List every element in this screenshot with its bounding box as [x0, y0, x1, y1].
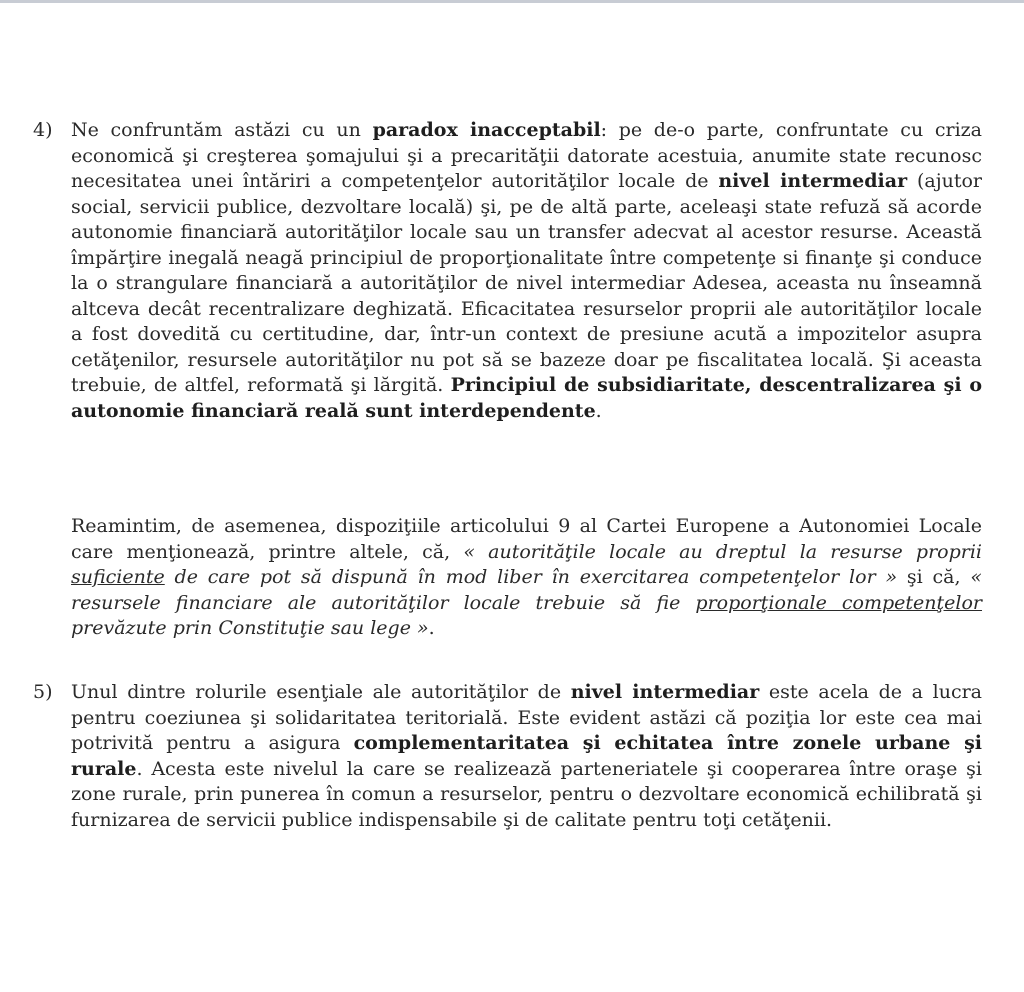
- quote-segment: « autorităţile locale au dreptul la resurse proprii: [463, 540, 982, 563]
- text-segment: este acela de a lucra pentru coeziunea şi solidaritatea teritorială. Este evident astăzi că poziţia lor este cea mai potrivită pentru a asigura: [71, 681, 982, 754]
- text-segment: Unul dintre rolurile esenţiale ale autorităţilor de: [71, 681, 571, 703]
- text-segment: (ajutor social, servicii publice, dezvoltare locală) şi, pe de altă parte, aceleaşi state refuză să acorde autonomie financiară autorităţilor locale sau un transfer adecvat al acestor resurse. Această împărţire inegală neagă principiul de proporţionalitate între competenţe si finanţe şi conduce la o strangulare financiară a autorităţilor de nivel intermediar Adesea, aceasta nu înseamnă altceva decât recentralizare deghizată. Eficacitatea resurselor proprii ale autorităţilor locale a fost dovedită cu certitudine, dar, într-un context de presiune acută a impozitelor asupra cetăţenilor, resursele autorităţilor nu pot să se bazeze doar pe fiscalitatea locală. Şi aceasta trebuie, de altfel, reformată şi lărgită.: [71, 170, 982, 396]
- text-segment: Reamintim, de asemenea, dispoziţiile articolului 9 al Cartei Europene a Autonomiei Locale care menţionează, printre altele, că,: [71, 515, 982, 563]
- text-segment: .: [428, 617, 435, 639]
- paragraph-charter-reminder: [71, 514, 982, 642]
- bold-phrase: nivel intermediar: [718, 170, 908, 192]
- bold-phrase: Principiul de subsidiaritate, descentralizarea şi o autonomie financiară reală sunt interdependente: [71, 374, 982, 422]
- quote-segment: « resursele financiare ale autorităţilor locale trebuie să fie: [71, 566, 982, 614]
- underlined-quote: proporţionale competenţelor: [695, 591, 983, 614]
- bold-phrase: paradox inacceptabil: [372, 119, 601, 141]
- bold-phrase: nivel intermediar: [570, 681, 760, 703]
- quote-segment: de care pot să dispună în mod liber în exercitarea competenţelor lor »: [164, 566, 898, 588]
- item-number: 4): [33, 119, 53, 141]
- text-segment: Ne confruntăm astăzi cu un: [71, 119, 373, 141]
- text-segment: : pe de-o parte, confruntate cu criza economică şi creşterea şomajului şi a precarităţii datorate acestuia, anumite state recunosc necesitatea unei întăriri a competenţelor autorităţilor locale de: [71, 119, 982, 192]
- quote-segment: prevăzute prin Constituţie sau lege »: [71, 617, 429, 639]
- paragraph-item-5: [33, 680, 982, 833]
- bold-phrase: complementaritatea şi echitatea între zonele urbane şi rurale: [71, 732, 982, 780]
- paragraph-item-4: [33, 118, 982, 424]
- text-segment: .: [595, 399, 602, 422]
- text-segment: şi că,: [897, 566, 971, 588]
- text-segment: . Acesta este nivelul la care se realizează parteneriatele şi cooperarea între oraşe şi zone rurale, prin punerea în comun a resurselor, pentru o dezvoltare economică echilibrată şi furnizarea de servicii publice indispensabile şi de calitate pentru toţi cetăţenii.: [71, 757, 982, 831]
- underlined-quote: suficiente: [71, 566, 165, 588]
- item-number: 5): [33, 681, 53, 703]
